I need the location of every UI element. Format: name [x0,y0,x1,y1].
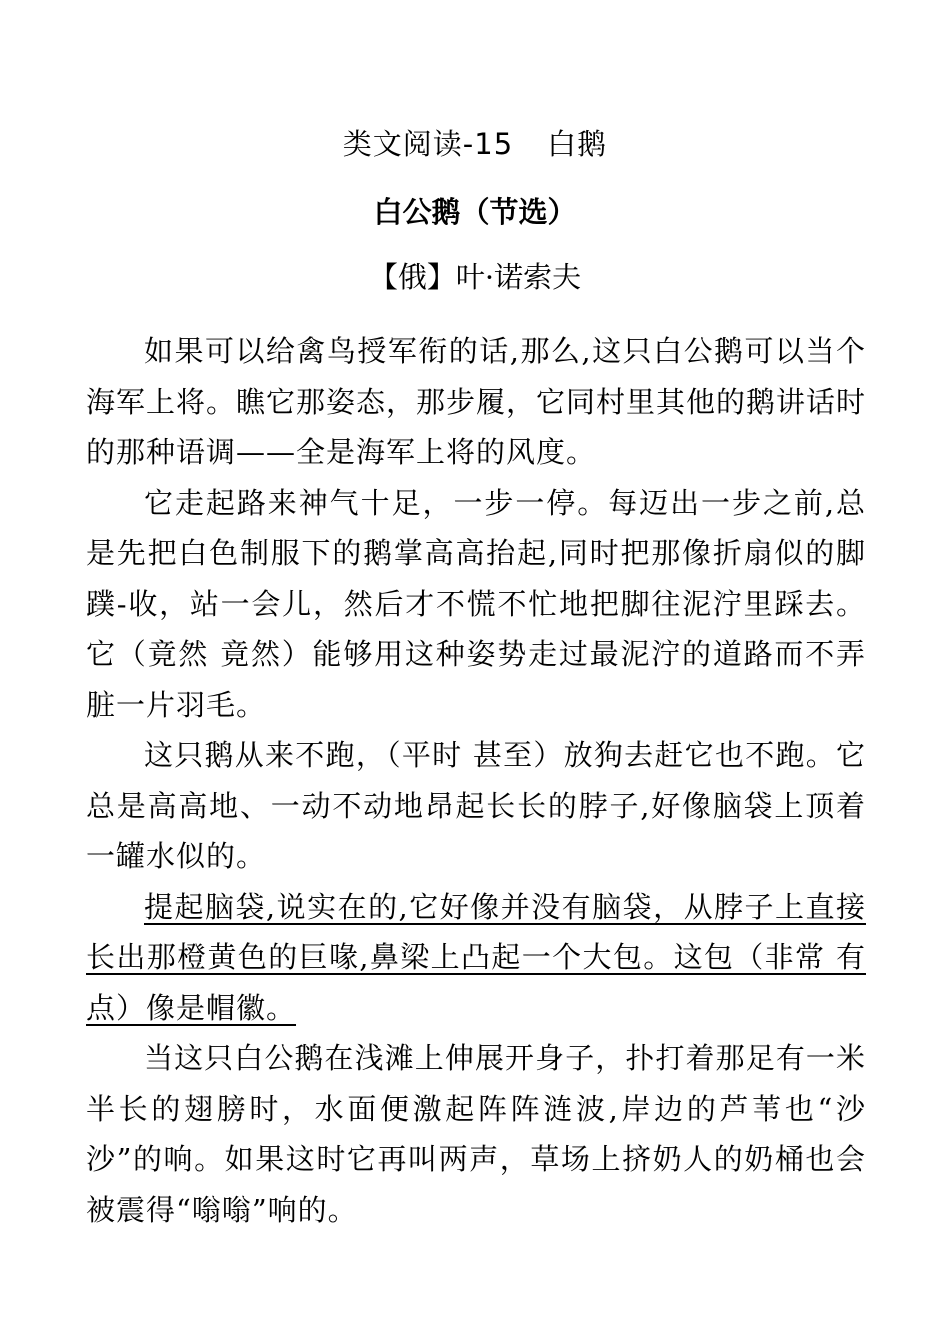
article-body [86,326,866,1235]
paragraph-5: 当这只白公鹅在浅滩上伸展开身子，扑打着那足有一米半长的翅膀时，水面便激起阵阵涟波,岸边的芦苇也“沙沙”的响。如果这时它再叫两声，草场上挤奶人的奶桶也会被震得“嗡嗡”响的。 [86,1041,866,1227]
page-title [0,126,950,162]
paragraph-2: 它走起路来神气十足，一步一停。每迈出一步之前,总是先把白色制服下的鹅掌高高抬起,同时把那像折扇似的脚蹼-收，站一会儿，然后才不慌不忙地把脚往泥泞里踩去。它（竟然 竟然）能够用这种姿势走过最泥泞的道路而不弄脏一片羽毛。 [86,485,866,722]
underlined-passage: 提起脑袋,说实在的,它好像并没有脑袋，从脖子上直接长出那橙黄色的巨喙,鼻梁上凸起一个大包。这包（非常 有点）像是帽徽。 [86,889,866,1025]
paragraph-3: 这只鹅从来不跑，（平时 甚至）放狗去赶它也不跑。它总是高高地、一动不动地昂起长长的脖子,好像脑袋上顶着一罐水似的。 [86,738,866,873]
article-title: 白公鹅（节选） [373,195,577,229]
title-main: 类文阅读-15 [342,127,514,161]
author-line: 【俄】叶·诺索夫 [368,260,582,294]
paragraph-4-underlined [86,882,866,1034]
paragraph-1: 如果可以给禽鸟授军衔的话,那么,这只白公鹅可以当个海军上将。瞧它那姿态，那步履，它同村里其他的鹅讲话时的那种语调——全是海军上将的风度。 [86,334,867,469]
title-topic: 白鹅 [547,127,608,161]
